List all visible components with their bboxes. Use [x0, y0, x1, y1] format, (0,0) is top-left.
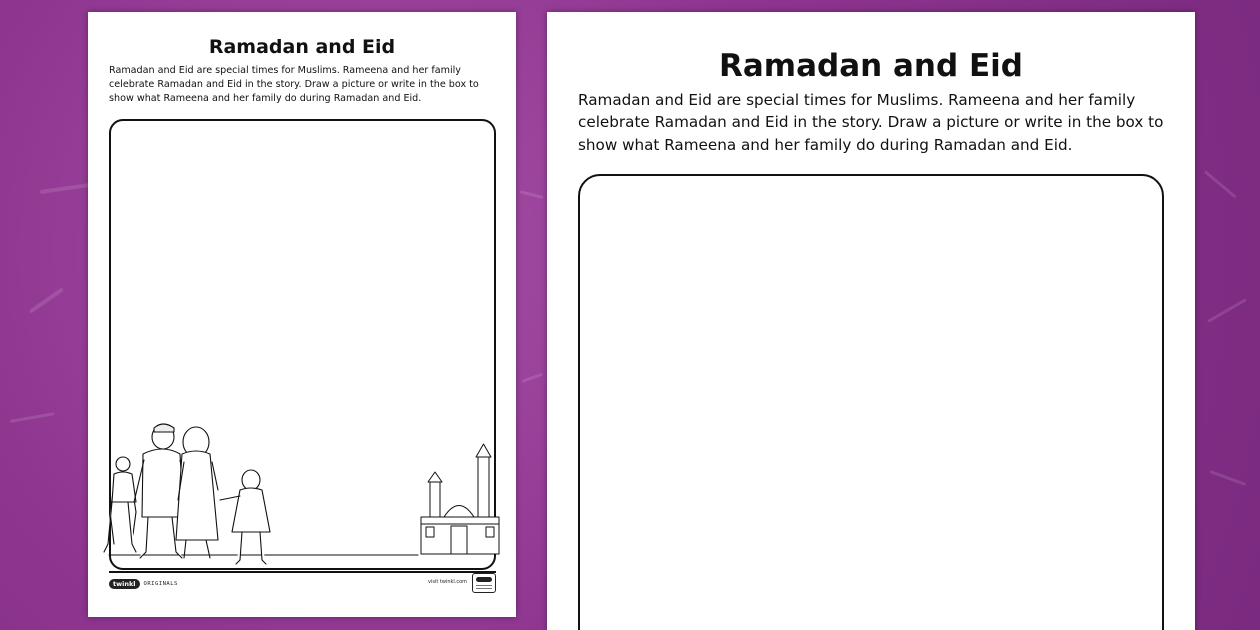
- brand-subtitle: ORIGINALS: [143, 581, 178, 587]
- background-sparkle: [1204, 170, 1237, 198]
- footer-divider: [109, 571, 496, 573]
- family-walking-icon: [88, 12, 516, 617]
- drawing-box: [578, 174, 1164, 630]
- brand-logo: twinkl: [109, 579, 140, 589]
- worksheet-title: Ramadan and Eid: [719, 48, 1023, 84]
- worksheet-instructions: Ramadan and Eid are special times for Muslims. Rameena and her family celebrate Ramadan and Eid in the story. Draw a picture or write in the box to show what Rameena and her family do during Ramadan and Eid.: [578, 91, 1164, 154]
- footer-visit-link[interactable]: visit twinkl.com: [428, 579, 468, 585]
- background-sparkle: [29, 287, 64, 313]
- mosque-icon: [421, 444, 499, 554]
- background-sparkle: [1207, 298, 1247, 323]
- worksheet-preview-page: [88, 12, 516, 617]
- background-sparkle: [1209, 470, 1246, 486]
- twinkl-badge-icon: [472, 573, 496, 593]
- background-sparkle: [10, 412, 55, 423]
- worksheet-instructions: Ramadan and Eid are special times for Muslims. Rameena and her family celebrate Ramadan and Eid in the story. Draw a picture or write in the box to show what Rameena and her family do during Ramadan and Eid.: [109, 65, 479, 105]
- footer-brand: [109, 578, 178, 590]
- worksheet-zoom-page: [547, 12, 1195, 630]
- background-sparkle: [520, 190, 544, 199]
- worksheet-title: Ramadan and Eid: [208, 36, 396, 58]
- background-sparkle: [40, 183, 90, 194]
- background-sparkle: [521, 373, 543, 383]
